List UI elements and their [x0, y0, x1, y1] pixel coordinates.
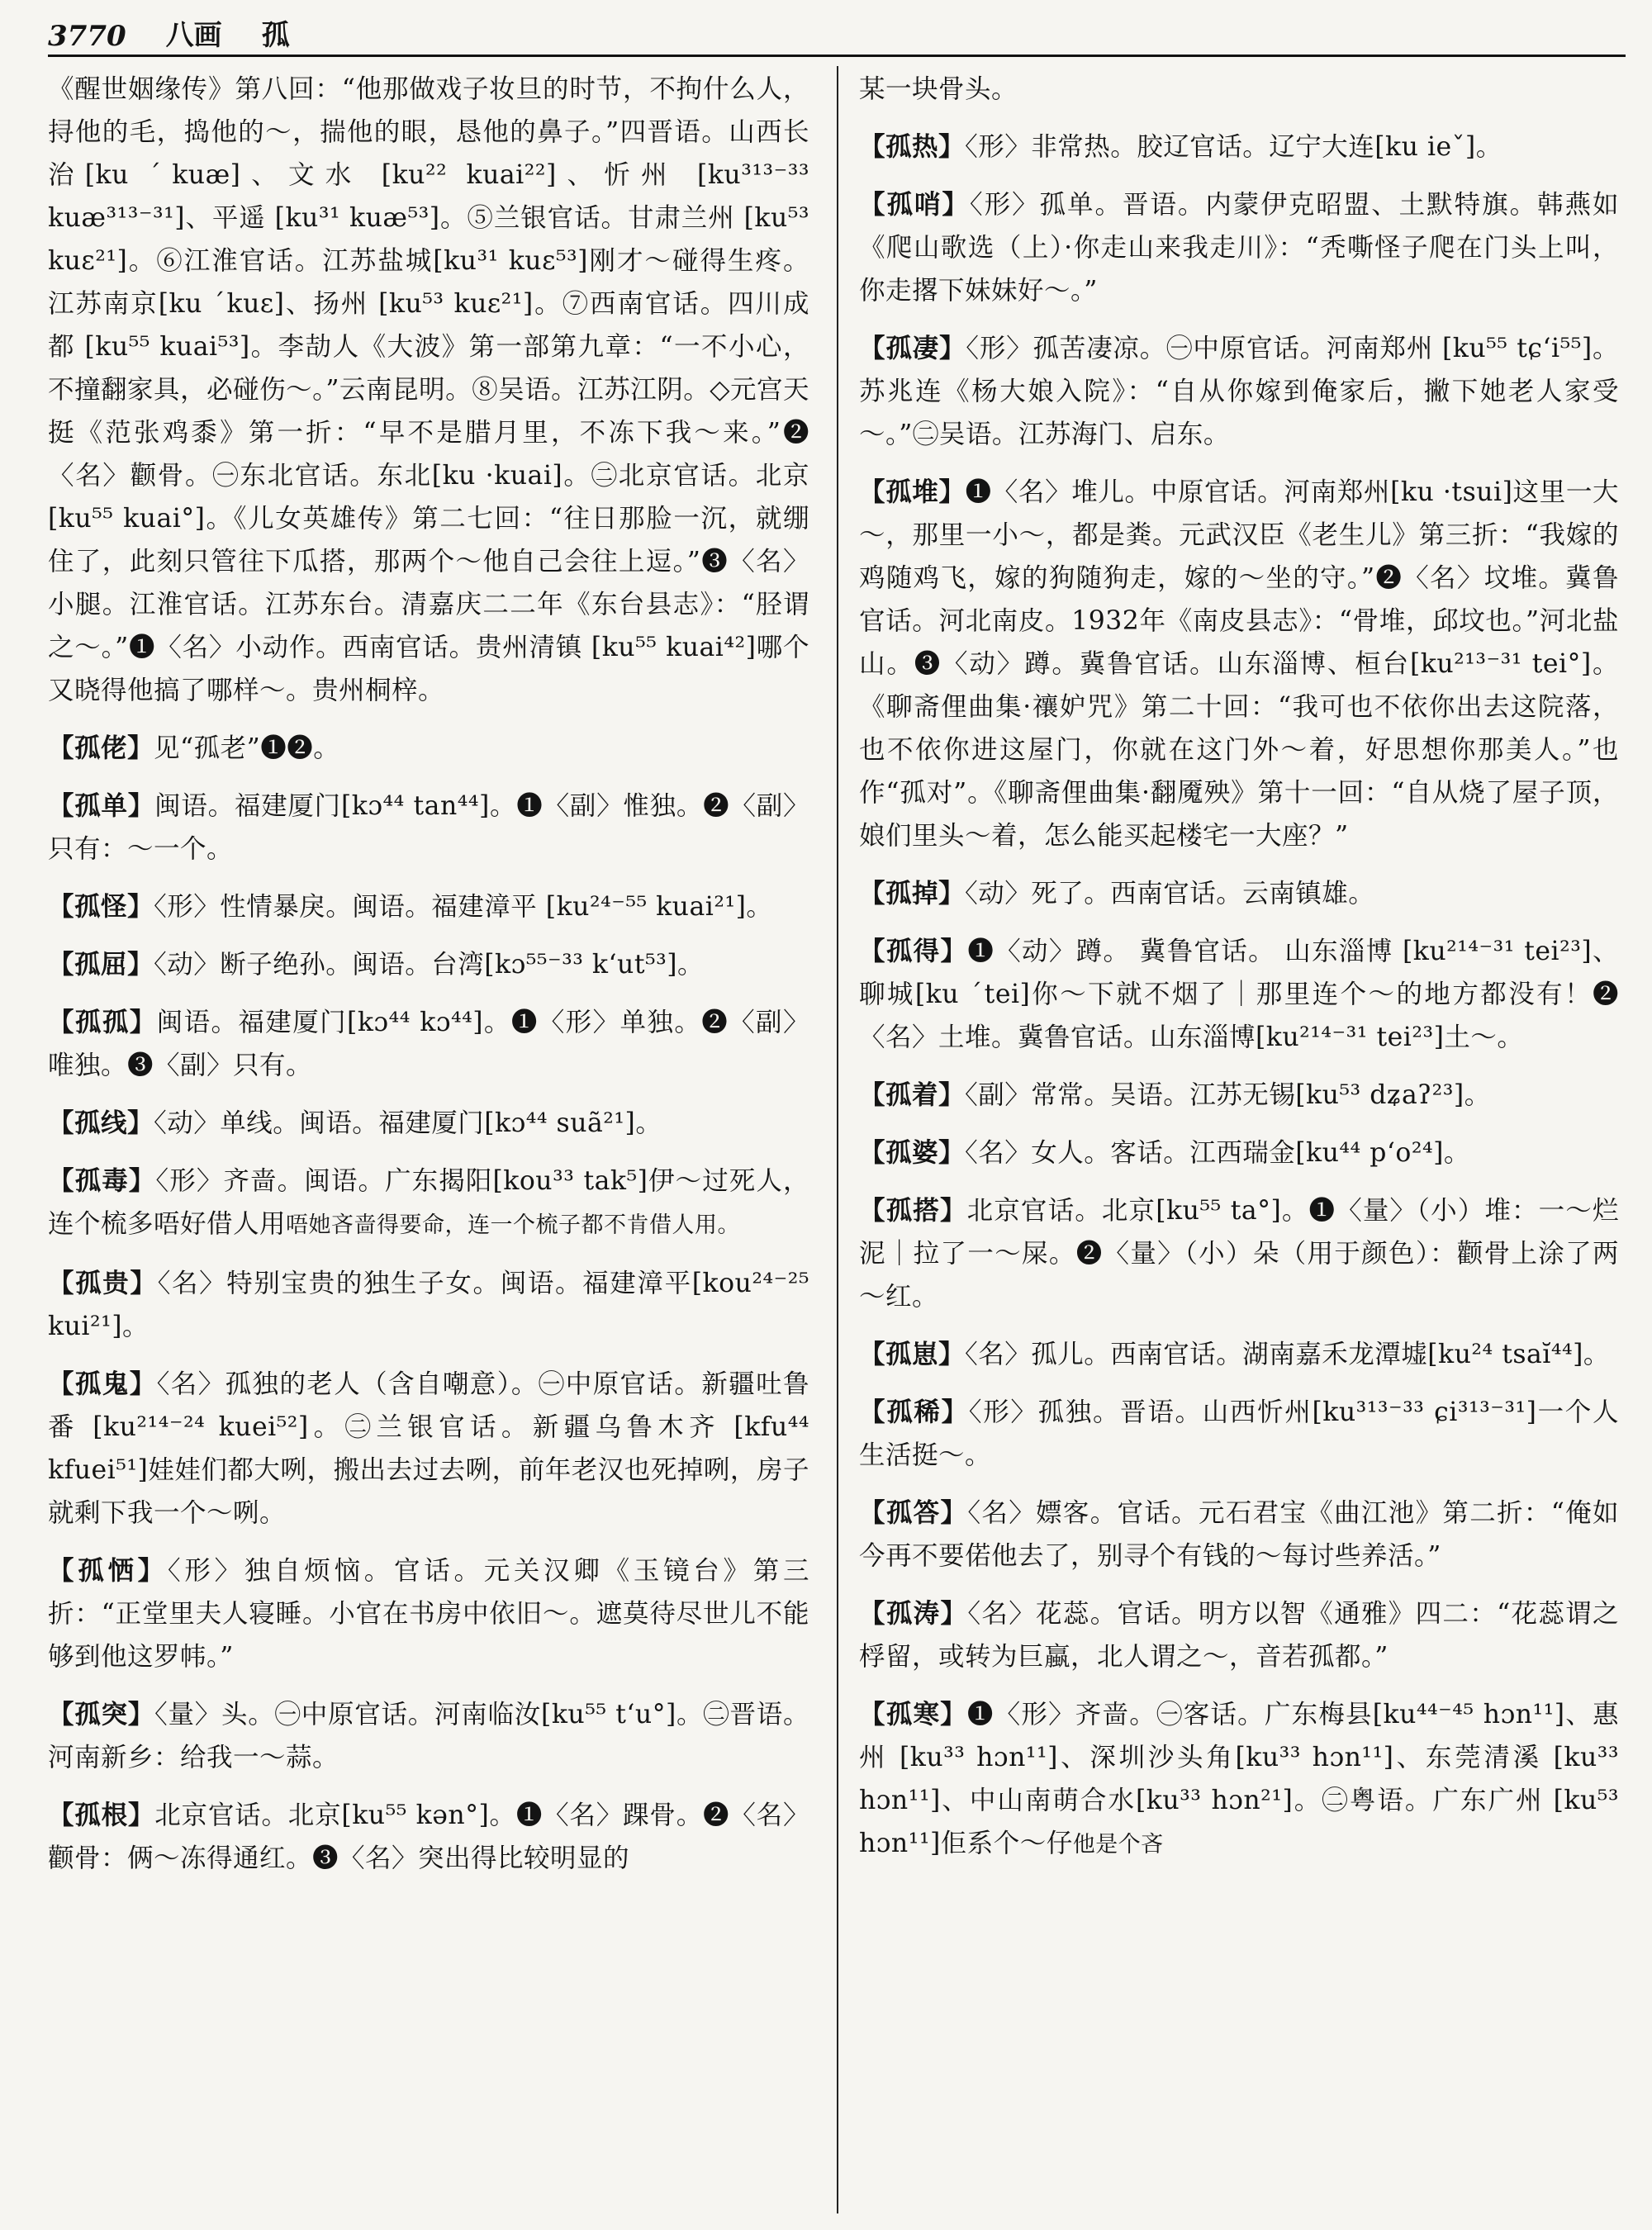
- entry-headword: 【孤凄】: [859, 333, 966, 363]
- dictionary-entry: [48, 885, 809, 928]
- entry-definition: 〈形〉性情暴戾。闽语。福建漳平 [ku²⁴⁻⁵⁵ kuai²¹]。: [154, 892, 773, 922]
- dictionary-entry: [859, 327, 1619, 456]
- dictionary-entry: [859, 930, 1619, 1059]
- entry-definition: 〈动〉单线。闽语。福建厦门[kɔ⁴⁴ suã²¹]。: [154, 1108, 662, 1138]
- entry-headword: 【孤着】: [859, 1079, 966, 1110]
- dictionary-entry: [48, 785, 809, 871]
- dictionary-entry: [48, 1001, 809, 1087]
- entry-headword: 【孤答】: [859, 1497, 968, 1528]
- entry-headword: 【孤毒】: [48, 1165, 156, 1196]
- entry-headword: 【孤搭】: [859, 1195, 967, 1226]
- entry-headword: 【孤孤】: [48, 1007, 157, 1037]
- dictionary-entry: [48, 1794, 809, 1880]
- entry-headword: 【孤得】: [859, 936, 968, 966]
- right-column: [859, 68, 1619, 2223]
- dictionary-entry: [859, 1333, 1619, 1376]
- entry-headword: 【孤怪】: [48, 891, 154, 922]
- page-header: [48, 5, 1626, 53]
- entry-headword: 【孤热】: [859, 131, 966, 162]
- dictionary-entry: [48, 727, 809, 770]
- header-character: 孤: [261, 19, 290, 52]
- entry-headword: 【孤哨】: [859, 189, 970, 220]
- entry-headword: 【孤寒】: [859, 1699, 967, 1729]
- entry-definition: 〈副〉常常。吴语。江苏无锡[ku⁵³ dʑaʔ²³]。: [965, 1080, 1491, 1110]
- entry-definition: 〈名〉特别宝贵的独生子女。闽语。福建漳平[kou²⁴⁻²⁵ kui²¹]。: [48, 1269, 809, 1341]
- entry-definition: 〈形〉孤苦凄凉。㊀中原官话。河南郑州 [ku⁵⁵ tɕʻi⁵⁵]。苏兆连《杨大娘入院》：“自从你嫁到俺家后，撇下她老人家受～。”㊁吴语。江苏海门、启东。: [859, 334, 1619, 449]
- entry-definition: 〈形〉孤独。晋语。山西忻州[ku³¹³⁻³³ ɕi³¹³⁻³¹]一个人生活挺～。: [859, 1397, 1619, 1470]
- dictionary-entry: [48, 1102, 809, 1145]
- continued-entry-text: 某一块骨头。: [859, 74, 1018, 104]
- continued-entry-text: 《醒世姻缘传》第八回：“他那做戏子妆旦的时节，不拘什么人，挦他的毛，捣他的～，揣他的眼，恳他的鼻子。”四晋语。山西长治[ku ˊkuæ]、文水 [ku²² kuai²²]、忻州 [ku³¹³⁻³³ kuæ³¹³⁻³¹]、平遥 [ku³¹ kuæ⁵³]。⑤兰银官话。甘肃兰州 [ku⁵³ kuɛ²¹]。⑥江淮官话。江苏盐城[ku³¹ kuɛ⁵³]刚才～碰得生疼。江苏南京[ku ˊkuɛ]、扬州 [ku⁵³ kuɛ²¹]。⑦西南官话。四川成都 [ku⁵⁵ kuai⁵³]。李劼人《大波》第一部第九章：“一不小心，不撞翻家具，必碰伤～。”云南昆明。⑧吴语。江苏江阴。◇元宫天挺《范张鸡黍》第一折：“早不是腊月里，不冻下我～来。”❷〈名〉颧骨。㊀东北官话。东北[ku ·kuai]。㊁北京官话。北京[ku⁵⁵ kuai°]。《儿女英雄传》第二七回：“往日那脸一沉，就绷住了，此刻只管往下瓜搭，那两个～他自己会往上逗。”❸〈名〉小腿。江淮官话。江苏东台。清嘉庆二二年《东台县志》：“胫谓之～。”❶〈名〉小动作。西南官话。贵州清镇 [ku⁵⁵ kuai⁴²]哪个又晓得他搞了哪样～。贵州桐梓。: [48, 74, 809, 705]
- entry-definition: 〈名〉花蕊。官话。明方以智《通雅》四二：“花蕊谓之桴留，或转为巨蠃，北人谓之～，音若孤都。”: [859, 1599, 1619, 1672]
- entry-definition: 〈形〉孤单。晋语。内蒙伊克昭盟、土默特旗。韩燕如《爬山歌选（上）·你走山来我走川》：“秃嘶怪子爬在门头上叫，你走撂下妹妹好～。”: [859, 190, 1619, 306]
- entry-headword: 【孤佬】: [48, 733, 154, 763]
- header-rule: [48, 55, 1626, 57]
- entry-definition: 〈名〉嫖客。官话。元石君宝《曲江池》第二折：“俺如今再不要偌他去了，别寻个有钱的～每讨些养活。”: [859, 1498, 1619, 1571]
- dictionary-entry: [48, 943, 809, 986]
- dictionary-entry: [48, 1549, 809, 1678]
- entry-definition: 〈形〉非常热。胶辽官话。辽宁大连[ku ieˇ]。: [965, 132, 1502, 162]
- dictionary-entry: [859, 183, 1619, 312]
- entry-headword: 【孤鬼】: [48, 1369, 157, 1399]
- entry-headword: 【孤堆】: [859, 477, 966, 507]
- entry-gloss: 他是个吝: [1072, 1832, 1164, 1858]
- entry-definition: 见“孤老”❶❷。: [154, 733, 340, 763]
- entry-definition: 〈量〉头。㊀中原官话。河南临汝[ku⁵⁵ tʻu°]。㊁晋语。河南新乡：给我一～蒜。: [48, 1700, 809, 1772]
- dictionary-entry: [859, 126, 1619, 168]
- entry-headword: 【孤贵】: [48, 1268, 158, 1298]
- entry-definition: 〈名〉孤独的老人（含自嘲意）。㊀中原官话。新疆吐鲁番 [ku²¹⁴⁻²⁴ kuei⁵²]。㊁兰银官话。新疆乌鲁木齐 [kfu⁴⁴ kfuei⁵¹]娃娃们都大咧，搬出去过去咧，前年老汉也死掉咧，房子就剩下我一个～咧。: [48, 1369, 809, 1528]
- entry-definition: 〈形〉齐啬。闽语。广东揭阳[kou³³ tak⁵]伊～过死人，连个梳多唔好借人用: [48, 1166, 809, 1239]
- dictionary-entry: [48, 1363, 809, 1535]
- entry-definition: ❶〈动〉蹲。 冀鲁官话。 山东淄博 [ku²¹⁴⁻³¹ tei²³]、聊城[ku ˊtei]你～下就不烟了｜那里连个～的地方都没有！❷〈名〉土堆。冀鲁官话。山东淄博[ku²¹⁴⁻³¹ tei²³]土～。: [859, 937, 1619, 1052]
- dictionary-entry: [859, 1492, 1619, 1578]
- entry-definition: 北京官话。北京[ku⁵⁵ ta°]。❶〈量〉（小）堆：一～烂泥｜拉了一～屎。❷〈量〉（小）朵（用于颜色）：颧骨上涂了两～红。: [859, 1196, 1619, 1312]
- entry-headword: 【孤稀】: [859, 1397, 969, 1427]
- entry-definition: ❶〈名〉堆儿。中原官话。河南郑州[ku ·tsui]这里一大～，那里一小～，都是粪。元武汉臣《老生儿》第三折：“我嫁的鸡随鸡飞，嫁的狗随狗走，嫁的～坐的守。”❷〈名〉坟堆。冀鲁官话。河北南皮。1932年《南皮县志》：“骨堆，邱坟也。”河北盐山。❸〈动〉蹲。冀鲁官话。山东淄博、桓台[ku²¹³⁻³¹ tei°]。《聊斋俚曲集·禳妒咒》第二十回：“我可也不依你出去这院落，也不依你进这屋门，你就在这门外～着，好思想你那美人。”也作“孤对”。《聊斋俚曲集·翻魇殃》第十一回：“自从烧了屋子顶，娘们里头～着，怎么能买起楼宅一大座？”: [859, 477, 1619, 851]
- page-number: 3770: [48, 20, 126, 53]
- dictionary-entry: [859, 1074, 1619, 1117]
- entry-definition: 北京官话。北京[ku⁵⁵ kən°]。❶〈名〉踝骨。❷〈名〉颧骨：俩～冻得通红。❸〈名〉突出得比较明显的: [48, 1801, 809, 1873]
- entry-headword: 【孤涛】: [859, 1598, 968, 1629]
- dictionary-entry: [859, 1693, 1619, 1867]
- entry-headword: 【孤突】: [48, 1699, 155, 1729]
- column-divider: [837, 66, 838, 2213]
- entry-definition: 〈名〉女人。客话。江西瑞金[ku⁴⁴ pʻo²⁴]。: [965, 1138, 1470, 1168]
- entry-definition: ❶〈形〉齐啬。㊀客话。广东梅县[ku⁴⁴⁻⁴⁵ hɔn¹¹]、惠州 [ku³³ hɔn¹¹]、深圳沙头角[ku³³ hɔn¹¹]、东莞清溪 [ku³³ hɔn¹¹]、中山南萌合水[ku³³ hɔn²¹]。㊁粤语。广东广州 [ku⁵³ hɔn¹¹]佢系个～仔: [859, 1700, 1619, 1858]
- dictionary-entry: [48, 1160, 809, 1247]
- dictionary-entry: [48, 1262, 809, 1348]
- dictionary-entry: [859, 872, 1619, 915]
- entry-headword: 【孤婆】: [859, 1137, 966, 1168]
- entry-headword: 【孤崽】: [859, 1339, 966, 1369]
- entry-definition: 闽语。福建厦门[kɔ⁴⁴ kɔ⁴⁴]。❶〈形〉单独。❷〈副〉唯独。❸〈副〉只有。: [48, 1008, 809, 1080]
- dictionary-entry: [48, 1693, 809, 1779]
- entry-definition: 闽语。福建厦门[kɔ⁴⁴ tan⁴⁴]。❶〈副〉惟独。❷〈副〉只有：～一个。: [48, 791, 809, 864]
- entry-headword: 【孤线】: [48, 1108, 154, 1138]
- dictionary-entry: [859, 1189, 1619, 1318]
- dictionary-entry: [859, 471, 1619, 857]
- entry-definition: 〈形〉独自烦恼。官话。元关汉卿《玉镜台》第三折：“正堂里夫人寝睡。小官在书房中依旧～。遮莫待尽世儿不能够到他这罗帏。”: [48, 1556, 809, 1672]
- dictionary-entry: [859, 1592, 1619, 1678]
- entry-definition: 〈动〉死了。西南官话。云南镇雄。: [965, 879, 1375, 909]
- entry-headword: 【孤屈】: [48, 949, 154, 980]
- left-column: [48, 68, 809, 2223]
- entry-headword: 【孤掉】: [859, 878, 966, 909]
- dictionary-entry: [859, 1132, 1619, 1174]
- dictionary-entry: [859, 1391, 1619, 1477]
- entry-headword: 【孤根】: [48, 1800, 155, 1830]
- entry-gloss: 唔她吝啬得要命，连一个梳子都不肯借人用。: [286, 1212, 741, 1238]
- entry-headword: 【孤恓】: [48, 1555, 168, 1586]
- entry-definition: 〈动〉断子绝孙。闽语。台湾[kɔ⁵⁵⁻³³ kʻut⁵³]。: [154, 950, 705, 980]
- entry-definition: 〈名〉孤儿。西南官话。湖南嘉禾龙潭墟[ku²⁴ tsaĭ⁴⁴]。: [965, 1340, 1610, 1369]
- entry-headword: 【孤单】: [48, 790, 155, 821]
- stroke-count-label: 八画: [165, 19, 222, 52]
